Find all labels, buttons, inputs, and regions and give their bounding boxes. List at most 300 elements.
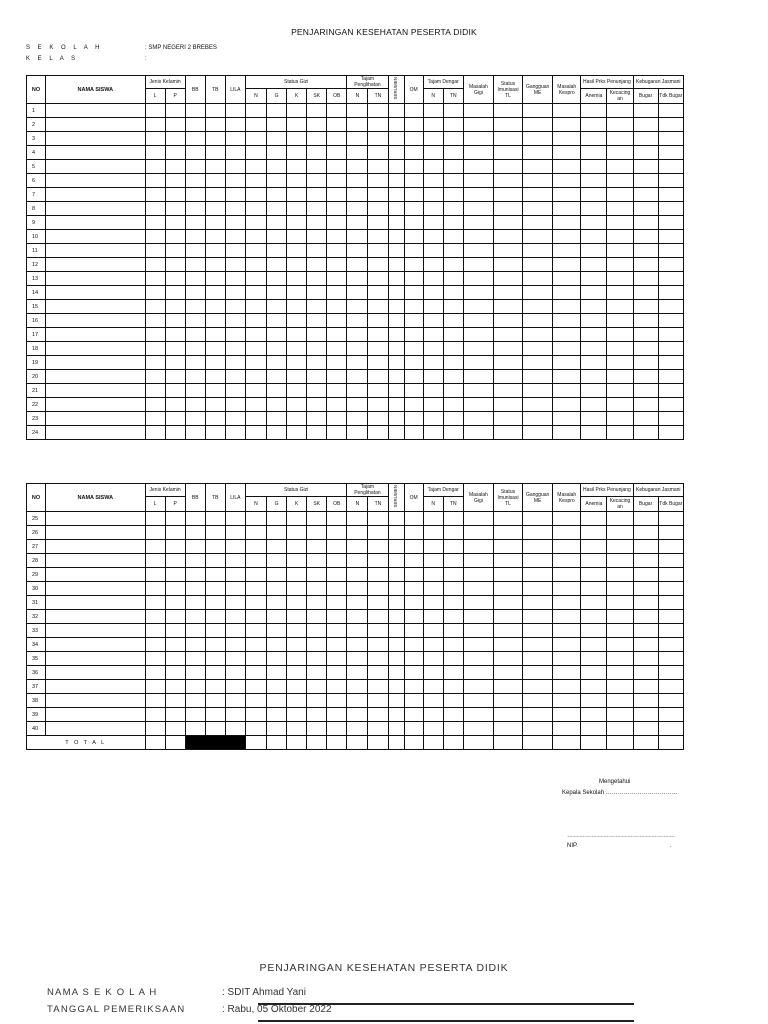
data-cell — [607, 202, 633, 216]
data-cell — [225, 132, 245, 146]
data-cell — [347, 328, 368, 342]
data-cell — [165, 342, 185, 356]
data-cell — [347, 652, 368, 666]
data-cell — [185, 104, 205, 118]
data-cell — [388, 216, 404, 230]
data-cell — [205, 286, 225, 300]
data-cell — [553, 554, 581, 568]
data-cell — [633, 512, 658, 526]
data-cell — [307, 328, 327, 342]
data-cell — [225, 160, 245, 174]
data-cell — [404, 342, 423, 356]
data-cell — [327, 146, 347, 160]
data-cell — [245, 596, 266, 610]
data-cell — [327, 258, 347, 272]
data-cell — [368, 652, 388, 666]
data-cell — [493, 342, 522, 356]
data-cell — [368, 216, 388, 230]
row-number: 6 — [27, 174, 46, 188]
data-cell — [347, 272, 368, 286]
data-cell — [165, 104, 185, 118]
data-cell — [185, 694, 205, 708]
row-number: 10 — [27, 230, 46, 244]
data-cell — [463, 146, 493, 160]
data-cell — [633, 202, 658, 216]
data-cell — [145, 610, 165, 624]
data-cell — [423, 708, 443, 722]
total-cell — [658, 736, 683, 750]
data-cell — [581, 356, 607, 370]
data-cell — [443, 202, 463, 216]
table-row — [27, 146, 684, 160]
data-cell — [46, 146, 145, 160]
data-cell — [658, 652, 683, 666]
header-lila: LILA — [225, 484, 245, 512]
row-number: 3 — [27, 132, 46, 146]
data-cell — [245, 104, 266, 118]
data-cell — [245, 652, 266, 666]
data-cell — [267, 286, 287, 300]
nip-end: . — [670, 843, 672, 849]
data-cell — [225, 652, 245, 666]
data-cell — [607, 512, 633, 526]
data-cell — [443, 258, 463, 272]
data-cell — [553, 104, 581, 118]
data-cell — [267, 666, 287, 680]
school-value: : SMP NEGERI 2 BREBES — [145, 45, 217, 51]
data-cell — [633, 370, 658, 384]
data-cell — [267, 540, 287, 554]
data-cell — [633, 666, 658, 680]
data-cell — [46, 582, 145, 596]
data-cell — [347, 596, 368, 610]
data-cell — [658, 596, 683, 610]
data-cell — [245, 680, 266, 694]
data-cell — [493, 314, 522, 328]
data-cell — [185, 398, 205, 412]
data-cell — [165, 426, 185, 440]
data-cell — [633, 272, 658, 286]
table-row — [27, 638, 684, 652]
data-cell — [581, 132, 607, 146]
data-cell — [423, 132, 443, 146]
data-cell — [205, 694, 225, 708]
header-masalah-kespro: Masalah Kespro — [553, 484, 581, 512]
data-cell — [267, 174, 287, 188]
data-cell — [46, 398, 145, 412]
data-cell — [145, 356, 165, 370]
data-cell — [423, 512, 443, 526]
header-tajam-dengar: Tajam Dengar — [423, 76, 463, 89]
data-cell — [185, 652, 205, 666]
data-cell — [225, 118, 245, 132]
table-row — [27, 680, 684, 694]
data-cell — [327, 188, 347, 202]
header-no: NO — [27, 484, 46, 512]
data-cell — [553, 300, 581, 314]
data-cell — [46, 610, 145, 624]
data-cell — [443, 554, 463, 568]
data-cell — [404, 384, 423, 398]
data-cell — [145, 202, 165, 216]
data-cell — [443, 624, 463, 638]
data-cell — [205, 314, 225, 328]
data-cell — [633, 314, 658, 328]
data-cell — [165, 722, 185, 736]
class-value: : — [145, 56, 147, 62]
data-cell — [581, 188, 607, 202]
data-cell — [225, 638, 245, 652]
data-cell — [165, 412, 185, 426]
data-cell — [185, 146, 205, 160]
data-cell — [523, 188, 553, 202]
data-cell — [145, 370, 165, 384]
data-cell — [245, 666, 266, 680]
data-cell — [633, 596, 658, 610]
data-cell — [388, 652, 404, 666]
data-cell — [145, 118, 165, 132]
data-cell — [404, 412, 423, 426]
data-cell — [553, 638, 581, 652]
data-cell — [245, 132, 266, 146]
data-cell — [267, 694, 287, 708]
data-cell — [553, 680, 581, 694]
data-cell — [463, 526, 493, 540]
data-cell — [46, 596, 145, 610]
data-cell — [46, 244, 145, 258]
data-cell — [225, 568, 245, 582]
data-cell — [404, 202, 423, 216]
data-cell — [388, 370, 404, 384]
data-cell — [633, 132, 658, 146]
data-cell — [205, 512, 225, 526]
data-cell — [423, 596, 443, 610]
data-cell — [463, 554, 493, 568]
row-number: 31 — [27, 596, 46, 610]
data-cell — [46, 272, 145, 286]
data-cell — [245, 526, 266, 540]
data-cell — [658, 708, 683, 722]
data-cell — [145, 722, 165, 736]
data-cell — [633, 384, 658, 398]
data-cell — [287, 244, 307, 258]
data-cell — [443, 370, 463, 384]
data-cell — [185, 216, 205, 230]
data-cell — [658, 174, 683, 188]
data-cell — [607, 132, 633, 146]
data-cell — [443, 286, 463, 300]
data-cell — [245, 694, 266, 708]
data-cell — [205, 118, 225, 132]
data-cell — [245, 314, 266, 328]
header-masalah-gigi: Masalah Gigi — [463, 76, 493, 104]
data-cell — [493, 666, 522, 680]
data-cell — [307, 708, 327, 722]
data-cell — [523, 258, 553, 272]
table-row — [27, 526, 684, 540]
row-number: 40 — [27, 722, 46, 736]
data-cell — [443, 272, 463, 286]
data-cell — [347, 216, 368, 230]
data-cell — [165, 540, 185, 554]
data-cell — [307, 230, 327, 244]
data-cell — [145, 188, 165, 202]
table-row — [27, 216, 684, 230]
data-cell — [368, 160, 388, 174]
data-cell — [581, 174, 607, 188]
data-cell — [165, 160, 185, 174]
data-cell — [165, 554, 185, 568]
data-cell — [205, 230, 225, 244]
data-cell — [388, 300, 404, 314]
data-cell — [307, 286, 327, 300]
header-tdk-bugar: Tdk Bugar — [658, 497, 683, 512]
data-cell — [443, 230, 463, 244]
data-cell — [307, 356, 327, 370]
data-cell — [443, 398, 463, 412]
data-cell — [327, 610, 347, 624]
data-cell — [607, 526, 633, 540]
row-number: 28 — [27, 554, 46, 568]
header-gizi-g: G — [267, 497, 287, 512]
row-number: 20 — [27, 370, 46, 384]
data-cell — [287, 680, 307, 694]
data-cell — [523, 554, 553, 568]
data-cell — [633, 174, 658, 188]
data-cell — [368, 540, 388, 554]
data-cell — [658, 398, 683, 412]
data-cell — [287, 540, 307, 554]
data-cell — [443, 426, 463, 440]
data-cell — [267, 526, 287, 540]
data-cell — [633, 286, 658, 300]
data-cell — [205, 540, 225, 554]
row-number: 27 — [27, 540, 46, 554]
data-cell — [327, 356, 347, 370]
data-cell — [287, 132, 307, 146]
data-cell — [205, 104, 225, 118]
total-cell — [388, 736, 404, 750]
data-cell — [205, 398, 225, 412]
data-cell — [287, 568, 307, 582]
table-row — [27, 568, 684, 582]
data-cell — [185, 356, 205, 370]
header-gangguan-me: Gangguan ME — [523, 484, 553, 512]
data-cell — [581, 722, 607, 736]
data-cell — [553, 286, 581, 300]
data-cell — [423, 526, 443, 540]
data-cell — [165, 568, 185, 582]
data-cell — [658, 272, 683, 286]
table-row — [27, 174, 684, 188]
data-cell — [267, 314, 287, 328]
data-cell — [463, 680, 493, 694]
data-cell — [225, 708, 245, 722]
data-cell — [607, 356, 633, 370]
data-cell — [225, 188, 245, 202]
data-cell — [287, 230, 307, 244]
header-l: L — [145, 89, 165, 104]
data-cell — [287, 624, 307, 638]
data-cell — [523, 342, 553, 356]
next-school-value: : SDIT Ahmad Yani — [222, 987, 306, 998]
data-cell — [267, 146, 287, 160]
next-school-label: NAMA S E K O L A H — [47, 987, 158, 998]
data-cell — [423, 666, 443, 680]
data-cell — [347, 526, 368, 540]
data-cell — [307, 132, 327, 146]
data-cell — [463, 596, 493, 610]
data-cell — [145, 652, 165, 666]
row-number: 26 — [27, 526, 46, 540]
next-date-value: : Rabu, 05 Oktober 2022 — [222, 1004, 332, 1015]
data-cell — [423, 384, 443, 398]
data-cell — [423, 638, 443, 652]
data-cell — [245, 160, 266, 174]
data-cell — [404, 230, 423, 244]
data-cell — [145, 512, 165, 526]
data-cell — [443, 328, 463, 342]
data-cell — [327, 384, 347, 398]
data-cell — [287, 638, 307, 652]
data-cell — [245, 610, 266, 624]
data-cell — [205, 132, 225, 146]
data-cell — [388, 426, 404, 440]
data-cell — [287, 188, 307, 202]
data-cell — [368, 244, 388, 258]
data-cell — [404, 258, 423, 272]
data-cell — [607, 652, 633, 666]
data-cell — [493, 398, 522, 412]
data-cell — [404, 540, 423, 554]
total-cell — [493, 736, 522, 750]
data-cell — [225, 258, 245, 272]
data-cell — [225, 230, 245, 244]
data-cell — [493, 370, 522, 384]
data-cell — [581, 426, 607, 440]
data-cell — [368, 174, 388, 188]
data-cell — [607, 624, 633, 638]
data-cell — [607, 300, 633, 314]
data-cell — [287, 666, 307, 680]
data-cell — [493, 300, 522, 314]
data-cell — [185, 624, 205, 638]
data-cell — [185, 412, 205, 426]
data-cell — [267, 104, 287, 118]
data-cell — [493, 258, 522, 272]
data-cell — [245, 300, 266, 314]
data-cell — [443, 526, 463, 540]
data-cell — [225, 554, 245, 568]
data-cell — [185, 610, 205, 624]
row-number: 2 — [27, 118, 46, 132]
data-cell — [287, 370, 307, 384]
data-cell — [185, 272, 205, 286]
total-cell — [347, 736, 368, 750]
data-cell — [165, 314, 185, 328]
data-cell — [205, 582, 225, 596]
data-cell — [267, 328, 287, 342]
data-cell — [287, 694, 307, 708]
data-cell — [607, 398, 633, 412]
data-cell — [493, 680, 522, 694]
data-cell — [581, 328, 607, 342]
data-cell — [225, 146, 245, 160]
header-masalah-kespro: Masalah Kespro — [553, 76, 581, 104]
data-cell — [404, 272, 423, 286]
data-cell — [423, 104, 443, 118]
data-cell — [205, 202, 225, 216]
data-cell — [443, 174, 463, 188]
data-cell — [388, 258, 404, 272]
data-cell — [225, 694, 245, 708]
data-cell — [523, 328, 553, 342]
data-cell — [553, 188, 581, 202]
data-cell — [307, 160, 327, 174]
row-number: 8 — [27, 202, 46, 216]
row-number: 30 — [27, 582, 46, 596]
data-cell — [493, 146, 522, 160]
data-cell — [633, 610, 658, 624]
data-cell — [368, 680, 388, 694]
data-cell — [443, 244, 463, 258]
data-cell — [287, 412, 307, 426]
header-serumen — [388, 484, 404, 512]
data-cell — [225, 314, 245, 328]
data-cell — [327, 342, 347, 356]
data-cell — [185, 174, 205, 188]
data-cell — [523, 216, 553, 230]
data-cell — [185, 160, 205, 174]
data-cell — [493, 230, 522, 244]
data-cell — [205, 596, 225, 610]
data-cell — [205, 680, 225, 694]
data-cell — [165, 216, 185, 230]
row-number: 13 — [27, 272, 46, 286]
data-cell — [633, 722, 658, 736]
table-row — [27, 370, 684, 384]
data-cell — [553, 356, 581, 370]
data-cell — [523, 412, 553, 426]
data-cell — [633, 244, 658, 258]
data-cell — [287, 356, 307, 370]
data-cell — [423, 272, 443, 286]
data-cell — [267, 370, 287, 384]
row-number: 9 — [27, 216, 46, 230]
data-cell — [145, 300, 165, 314]
data-cell — [388, 694, 404, 708]
data-cell — [185, 202, 205, 216]
data-cell — [347, 342, 368, 356]
data-cell — [368, 666, 388, 680]
data-cell — [493, 568, 522, 582]
data-cell — [423, 624, 443, 638]
data-cell — [165, 582, 185, 596]
data-cell — [404, 132, 423, 146]
data-cell — [347, 512, 368, 526]
data-cell — [523, 146, 553, 160]
data-cell — [388, 272, 404, 286]
data-cell — [423, 188, 443, 202]
data-cell — [404, 370, 423, 384]
data-cell — [368, 412, 388, 426]
data-cell — [404, 512, 423, 526]
data-cell — [443, 412, 463, 426]
data-cell — [287, 610, 307, 624]
data-cell — [165, 652, 185, 666]
data-cell — [205, 638, 225, 652]
data-cell — [607, 722, 633, 736]
